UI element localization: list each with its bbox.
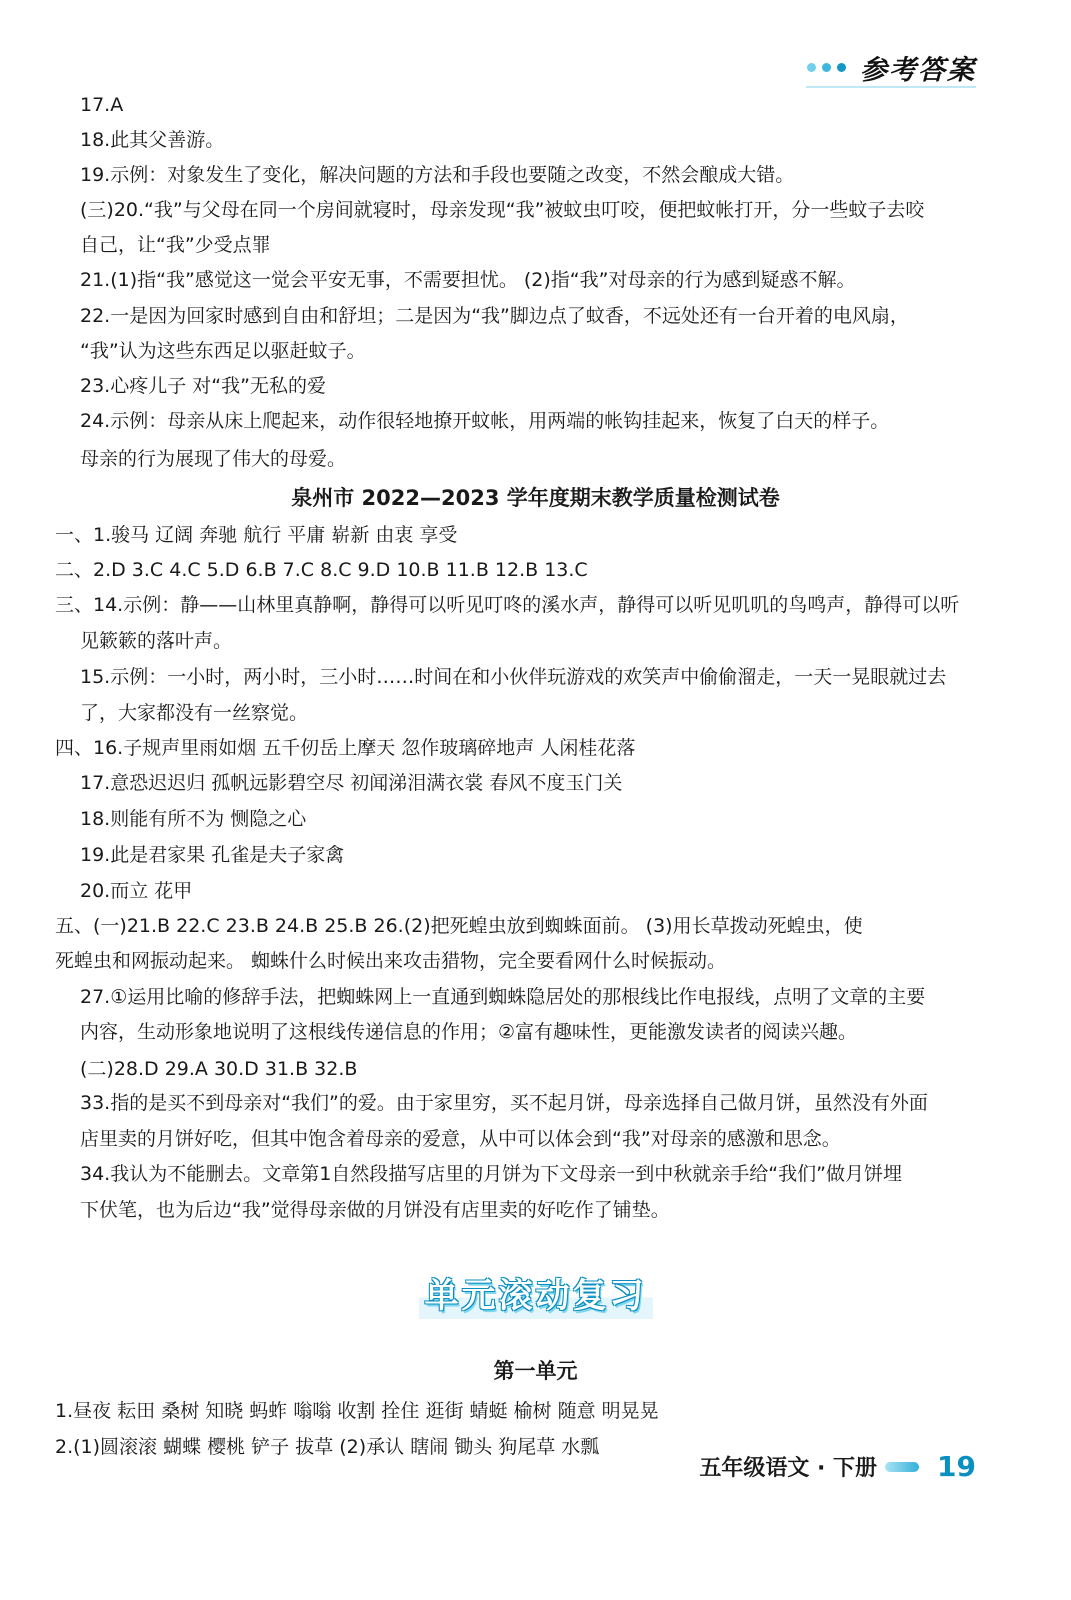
header-title: 参考答案 (860, 55, 976, 86)
answer-line: 母亲的行为展现了伟大的母爱。 (80, 448, 347, 470)
answer-line: 20.而立 花甲 (80, 880, 193, 902)
answer-line: 了，大家都没有一丝察觉。 (80, 702, 309, 724)
answer-line: “我”认为这些东西足以驱赶蚊子。 (80, 340, 366, 362)
header-dots-icon (807, 63, 846, 72)
answer-line: 一、1.骏马 辽阔 奔驰 航行 平庸 崭新 由衷 享受 (55, 524, 458, 546)
footer-book-title: 五年级语文 · 下册 (699, 1456, 878, 1481)
answer-line: 自己，让“我”少受点罪 (80, 234, 271, 256)
answer-line: 34.我认为不能删去。文章第1自然段描写店里的月饼为下文母亲一到中秋就亲手给“我们”做月饼埋 (80, 1163, 902, 1185)
answer-line: 1.昼夜 耘田 桑树 知晓 蚂蚱 嗡嗡 收割 拴住 逛街 蜻蜓 榆树 随意 明晃晃 (55, 1400, 659, 1422)
unit-banner: 单元滚动复习 (419, 1262, 653, 1327)
answer-line: 15.示例：一小时，两小时，三小时……时间在和小伙伴玩游戏的欢笑声中偷偷溜走，一天一晃眼就过去 (80, 666, 947, 688)
answer-line: 18.此其父善游。 (80, 129, 225, 151)
answer-line: 见簌簌的落叶声。 (80, 630, 233, 652)
page-header (807, 48, 976, 87)
answer-line: 21.(1)指“我”感觉这一觉会平安无事，不需要担忧。 (2)指“我”对母亲的行为感到疑惑不解。 (80, 269, 856, 291)
footer-deco-icon (885, 1462, 919, 1472)
exam-title: 泉州市 2022—2023 学年度期末教学质量检测试卷 (291, 486, 780, 510)
answer-line: 下伏笔，也为后边“我”觉得母亲做的月饼没有店里卖的好吃作了铺垫。 (80, 1199, 670, 1221)
answer-line: 18.则能有所不为 恻隐之心 (80, 808, 307, 830)
answer-line: 17.A (80, 94, 124, 116)
answer-line: 死蝗虫和网振动起来。 蜘蛛什么时候出来攻击猎物，完全要看网什么时候振动。 (55, 950, 727, 972)
answer-line: (二)28.D 29.A 30.D 31.B 32.B (80, 1058, 358, 1080)
answer-line: 23.心疼儿子 对“我”无私的爱 (80, 375, 326, 397)
unit-title: 第一单元 (493, 1359, 578, 1383)
answer-line: 24.示例：母亲从床上爬起来，动作很轻地撩开蚊帐，用两端的帐钩挂起来，恢复了白天的样子。 (80, 410, 890, 432)
header-rule (806, 86, 976, 88)
answer-line: 三、14.示例：静——山林里真静啊，静得可以听见叮咚的溪水声，静得可以听见叽叽的鸟鸣声，静得可以听 (55, 594, 960, 616)
answer-line: 内容，生动形象地说明了这根线传递信息的作用；②富有趣味性，更能激发读者的阅读兴趣。 (80, 1021, 858, 1043)
answer-line: 19.此是君家果 孔雀是夫子家禽 (80, 844, 345, 866)
answer-line: 2.(1)圆滚滚 蝴蝶 樱桃 铲子 拔草 (2)承认 瞎闹 锄头 狗尾草 水瓢 (55, 1436, 600, 1458)
answer-line: 19.示例：对象发生了变化，解决问题的方法和手段也要随之改变，不然会酿成大错。 (80, 164, 795, 186)
unit-banner-wrap (0, 1262, 1071, 1327)
answer-line: 27.①运用比喻的修辞手法，把蜘蛛网上一直通到蜘蛛隐居处的那根线比作电报线，点明了文章的主要 (80, 986, 926, 1008)
answer-line: 四、16.子规声里雨如烟 五千仞岳上摩天 忽作玻璃碎地声 人闲桂花落 (55, 737, 636, 759)
answer-line: 店里卖的月饼好吃，但其中饱含着母亲的爱意，从中可以体会到“我”对母亲的感激和思念。 (80, 1128, 841, 1150)
answer-line: 33.指的是买不到母亲对“我们”的爱。由于家里穷，买不起月饼，母亲选择自己做月饼，虽然没有外面 (80, 1092, 928, 1114)
answer-line: 17.意恐迟迟归 孤帆远影碧空尽 初闻涕泪满衣裳 春风不度玉门关 (80, 772, 623, 794)
page-footer (699, 1450, 976, 1483)
answer-line: (三)20.“我”与父母在同一个房间就寝时，母亲发现“我”被蚊虫叮咬，便把蚊帐打开，分一些蚊子去咬 (80, 199, 925, 221)
answer-line: 二、2.D 3.C 4.C 5.D 6.B 7.C 8.C 9.D 10.B 11.B 12.B 13.C (55, 559, 588, 581)
answer-line: 五、(一)21.B 22.C 23.B 24.B 25.B 26.(2)把死蝗虫放到蜘蛛面前。 (3)用长草拨动死蝗虫，使 (55, 915, 863, 937)
answer-line: 22.一是因为回家时感到自由和舒坦；二是因为“我”脚边点了蚊香，不远处还有一台开着的电风扇， (80, 305, 909, 327)
page-number: 19 (937, 1450, 976, 1483)
